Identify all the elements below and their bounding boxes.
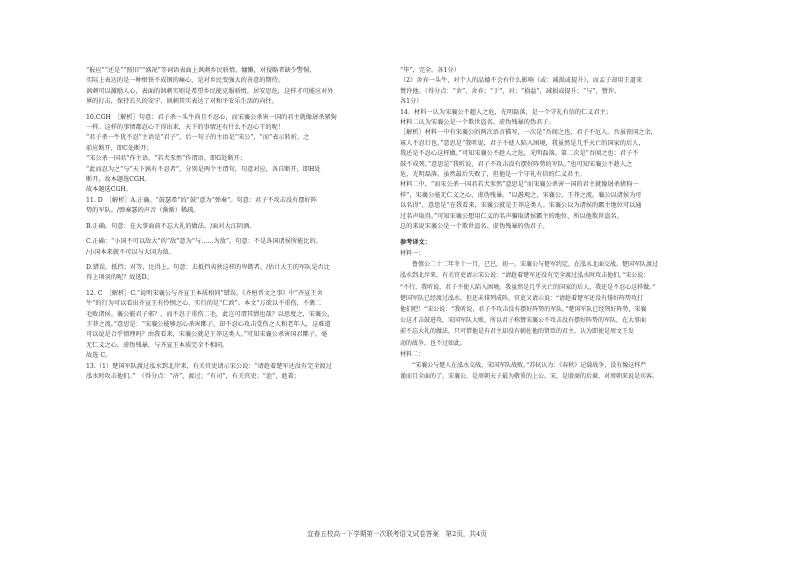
answer-paragraph: 故本题选CGH。 bbox=[86, 186, 133, 194]
answer-paragraph: 他们吧！”宋公说：“我听说，君子不攻击没有摆好阵势的军队。”楚国军队已经列好阵势，宋襄 bbox=[400, 305, 647, 313]
left-column bbox=[86, 66, 386, 382]
answer-paragraph: 界的打击，保持长久的安宁，讽刺其实表达了对和平安乐生活的向往。 bbox=[86, 98, 278, 106]
answer-paragraph: 样”，宋襄公毫无仁义之心，虚伪残暴。“以愚观之，宋襄公，王莽之流。襄公以诸侯为可 bbox=[400, 191, 642, 199]
answer-paragraph: 前不忘大礼的做法，只可惜他是有君主却没有辅佐他的贤臣的君主，认为即使是周文王发 bbox=[400, 328, 635, 336]
answer-paragraph: “此而忍为之”与“天下孰有不忍者”，分别是两个主谓句，句意对应，各自断开，即H处 bbox=[86, 165, 321, 173]
answer-paragraph: 牛”的行为可以看出齐宣王有怜悯之心，实行的是“仁政”。本文“万欲以不重伤，不禽二 bbox=[86, 300, 322, 308]
answer-paragraph: “君子杀一牛犹不忍”主语是“君子”，后一句子的主语是“宋公”，“而”表示转折，之 bbox=[86, 134, 310, 142]
answer-paragraph: 材料一： bbox=[400, 249, 425, 257]
answer-paragraph: 可以说是合乎情理吗？由我看来，宋襄公就是王莽这类人。”可知宋襄公杀害国君鄫子，毫 bbox=[86, 331, 328, 339]
answer-paragraph: “报应”“还是”“照旧”“盛况”等词语表面上讽刺乡民骄惰、慵懒，对侵略者缺少警惕， bbox=[86, 67, 316, 74]
answer-paragraph: 前应断开，即C处断开； bbox=[86, 144, 153, 152]
answer-paragraph: C.正确：“小国不可以敌大”的“敌”意为“与……为敌”。句意：不是各国诸侯所能比的。 bbox=[86, 238, 322, 246]
answer-paragraph: 过名声取得。”可知宋襄公想用仁义的名声骗取诸侯霸主的地位，所以他欺世盗名。 bbox=[400, 212, 623, 220]
answer-paragraph: 一样。这样的事情都忍心干得出来，天下的事情还有什么不忍心干的呢！ bbox=[86, 124, 284, 132]
answer-paragraph: 王莽之流。”意思是：“宋襄公能够忍心杀害鄫子，却不忍心攻击受伤之人和老年人，这难道 bbox=[86, 320, 331, 328]
answer-paragraph: D.错误。抵挡；对等，比得上。句意：去抵挡夷狄这样的卑微者。/估计大王的军队是否比 bbox=[86, 263, 330, 271]
answer-paragraph: 12. C ［解析］C.“说明宋襄公与齐宣王本质相同”错误。《齐桓晋文之事》中“齐宣王舍 bbox=[86, 289, 323, 297]
answer-paragraph: 以名得”，意思是“在我看来，宋襄公就是王莽这类人。宋襄公以为诸侯的霸主地位可以通 bbox=[400, 202, 642, 210]
answer-paragraph: 无仁义之心，虚伪残暴，与齐宣王本质完全不相同。 bbox=[86, 341, 229, 349]
answer-paragraph: 讽刺可以激励人心，表面的讽刺实则是希望乡民能克服骄惰，居安思危，这样才可能应对外 bbox=[86, 87, 334, 95]
answer-paragraph: （2）舍弃一头牛，对个人的品德不会有什么影响（或：减损或提升），而孟子却用王道来 bbox=[400, 77, 643, 85]
answer-paragraph: 14．材料一认为宋襄公不超人之危，光明磊落，是一个守礼有信的仁义君主； bbox=[400, 108, 613, 116]
answer-paragraph: 参考译文： bbox=[400, 238, 431, 246]
answer-paragraph: “宋公杀一国君”作主语，“若犬豕然”作谓语，即G处断开； bbox=[86, 155, 246, 163]
answer-paragraph: 鲁僖公二十二年冬十一月，已巳，初一。宋襄公与楚军约定，在泓水北面交战。楚国军队渡过 bbox=[400, 261, 659, 269]
answer-paragraph: 鼓不成列。”意思是“我听说，君子不攻击没有摆好阵势的军队。”也可知宋襄公不趁人之 bbox=[400, 160, 633, 168]
answer-paragraph: 毛败诸侯。襄公能君子邪？，而不忍于重伤二毛，此岂可谓其情也哉？以思度之，宋襄公， bbox=[86, 310, 334, 318]
answer-paragraph: “不行，我听说，君子不使人陷入困境。我虽然是几乎灭亡的国家的后人，我还是不忍心这样做。” bbox=[400, 283, 656, 291]
answer-paragraph: 13.（1）楚国军队渡过泓水到北岸来，有关官吏请示宋公说：“请趁着楚军还没有完全渡过 bbox=[86, 362, 332, 370]
answer-paragraph: 动的战争，也不过如此。 bbox=[400, 339, 467, 347]
answer-paragraph: 谨而且全面的了。宋襄公，是周朝天子最为敬重的上公。宋，是殷商的后裔，对周朝来说是宾客。 bbox=[400, 373, 659, 381]
answer-paragraph: 我还是不忍心这样做。”可知宋襄公不趁人之危，光明磊落。第二次是“吾闻之也：君子不 bbox=[400, 150, 639, 158]
right-column bbox=[400, 66, 712, 382]
answer-paragraph: B.正确。句意：在大事面前不忘大礼的做法。/面对大江阴酒。 bbox=[86, 222, 256, 230]
answer-paragraph: 泓水时攻击他们。” （得分点：“济”，渡过；“有司”，有关官吏；“迨”，趁着； bbox=[86, 372, 300, 380]
answer-paragraph: 危，光明磊落，虽然最后失败了，但他是一个守礼有信的仁义君主。 bbox=[400, 171, 586, 179]
answer-paragraph: 得上项羽的呢？故选D。 bbox=[86, 274, 153, 282]
answer-paragraph: “宋襄公与楚人在泓水交战，宋国军队战败。”苏轼认为：《春秋》记载战争，没有像这样严 bbox=[400, 361, 647, 369]
answer-paragraph: 材料二中，“而宋公杀一国君若犬豕然”意思是“而宋襄公杀害一国的君主就像屠杀猪狗一 bbox=[400, 181, 639, 189]
answer-paragraph: 总的来说宋襄公是一个欺世盗名、虚伪残暴的伪君子。 bbox=[400, 223, 549, 231]
answer-paragraph: 赞许他。（得分点：“舍”，舍弃；“于”，对；“损益”，减损或提升；“与”，赞许。 bbox=[400, 87, 621, 95]
answer-paragraph: /小国本来就不可以与大国为敌。 bbox=[86, 248, 175, 256]
answer-paragraph: 公这才击鼓进攻，宋国军队大败。所以君子称赞宋襄公不攻击没有摆好阵势的军队，在大事面 bbox=[400, 317, 647, 325]
answer-paragraph: “毕”，完全。各1分） bbox=[400, 67, 460, 74]
answer-paragraph: 10.CGH ［解析］句意：君子杀一头牛尚且不忍心，而宋襄公杀害一国的君主就像屠杀猪狗 bbox=[86, 113, 337, 121]
answer-paragraph: 材料二认为宋襄公是一个欺世盗名、虚伪残暴的伪君子。 bbox=[400, 119, 555, 127]
answer-paragraph: 11. D ［解析］A.正确。“鼓瑟希”的“鼓”意为“弹奏”。句意：君子不攻击没有摆好阵 bbox=[86, 196, 317, 204]
answer-paragraph: 各1分） bbox=[400, 98, 423, 106]
answer-paragraph: 材料二： bbox=[400, 350, 425, 358]
answer-paragraph: 楚国军队已经渡过泓水，但还未排列成阵，官吏又请示说：“请趁着楚军还没有排好阵势攻打 bbox=[400, 294, 644, 302]
page-footer: 宜春五校高一下学期第一次联考语文试卷答案 第2页，共4页 bbox=[307, 530, 487, 538]
answer-paragraph: 故选 C。 bbox=[86, 352, 112, 360]
answer-paragraph: 寡人不忍行也。”意思是“我听说，君子不使人陷入困境，我虽然是几乎灭亡的国家的后人， bbox=[400, 139, 645, 147]
answer-paragraph: 实际上表达的是一种恨铁不成钢的痛心，是对乡民变强大的善意的期待。 bbox=[86, 77, 284, 85]
answer-paragraph: ［解析］材料一中有宋襄公的两次语言描写，一次是“吾闻之也，君子不厄人。吾虽丧国之余， bbox=[400, 129, 657, 137]
answer-paragraph: 势的军队。/弹奏瑟的声音（渐渐）稀疏。 bbox=[86, 207, 200, 215]
answer-paragraph: 断开。故本题选CGH。 bbox=[86, 176, 151, 184]
answer-paragraph: 泓水到北岸来，有关官吏请示宋公说：“请趁着楚军还没有完全渡过泓水时攻击他们。”宋公说： bbox=[400, 272, 650, 280]
